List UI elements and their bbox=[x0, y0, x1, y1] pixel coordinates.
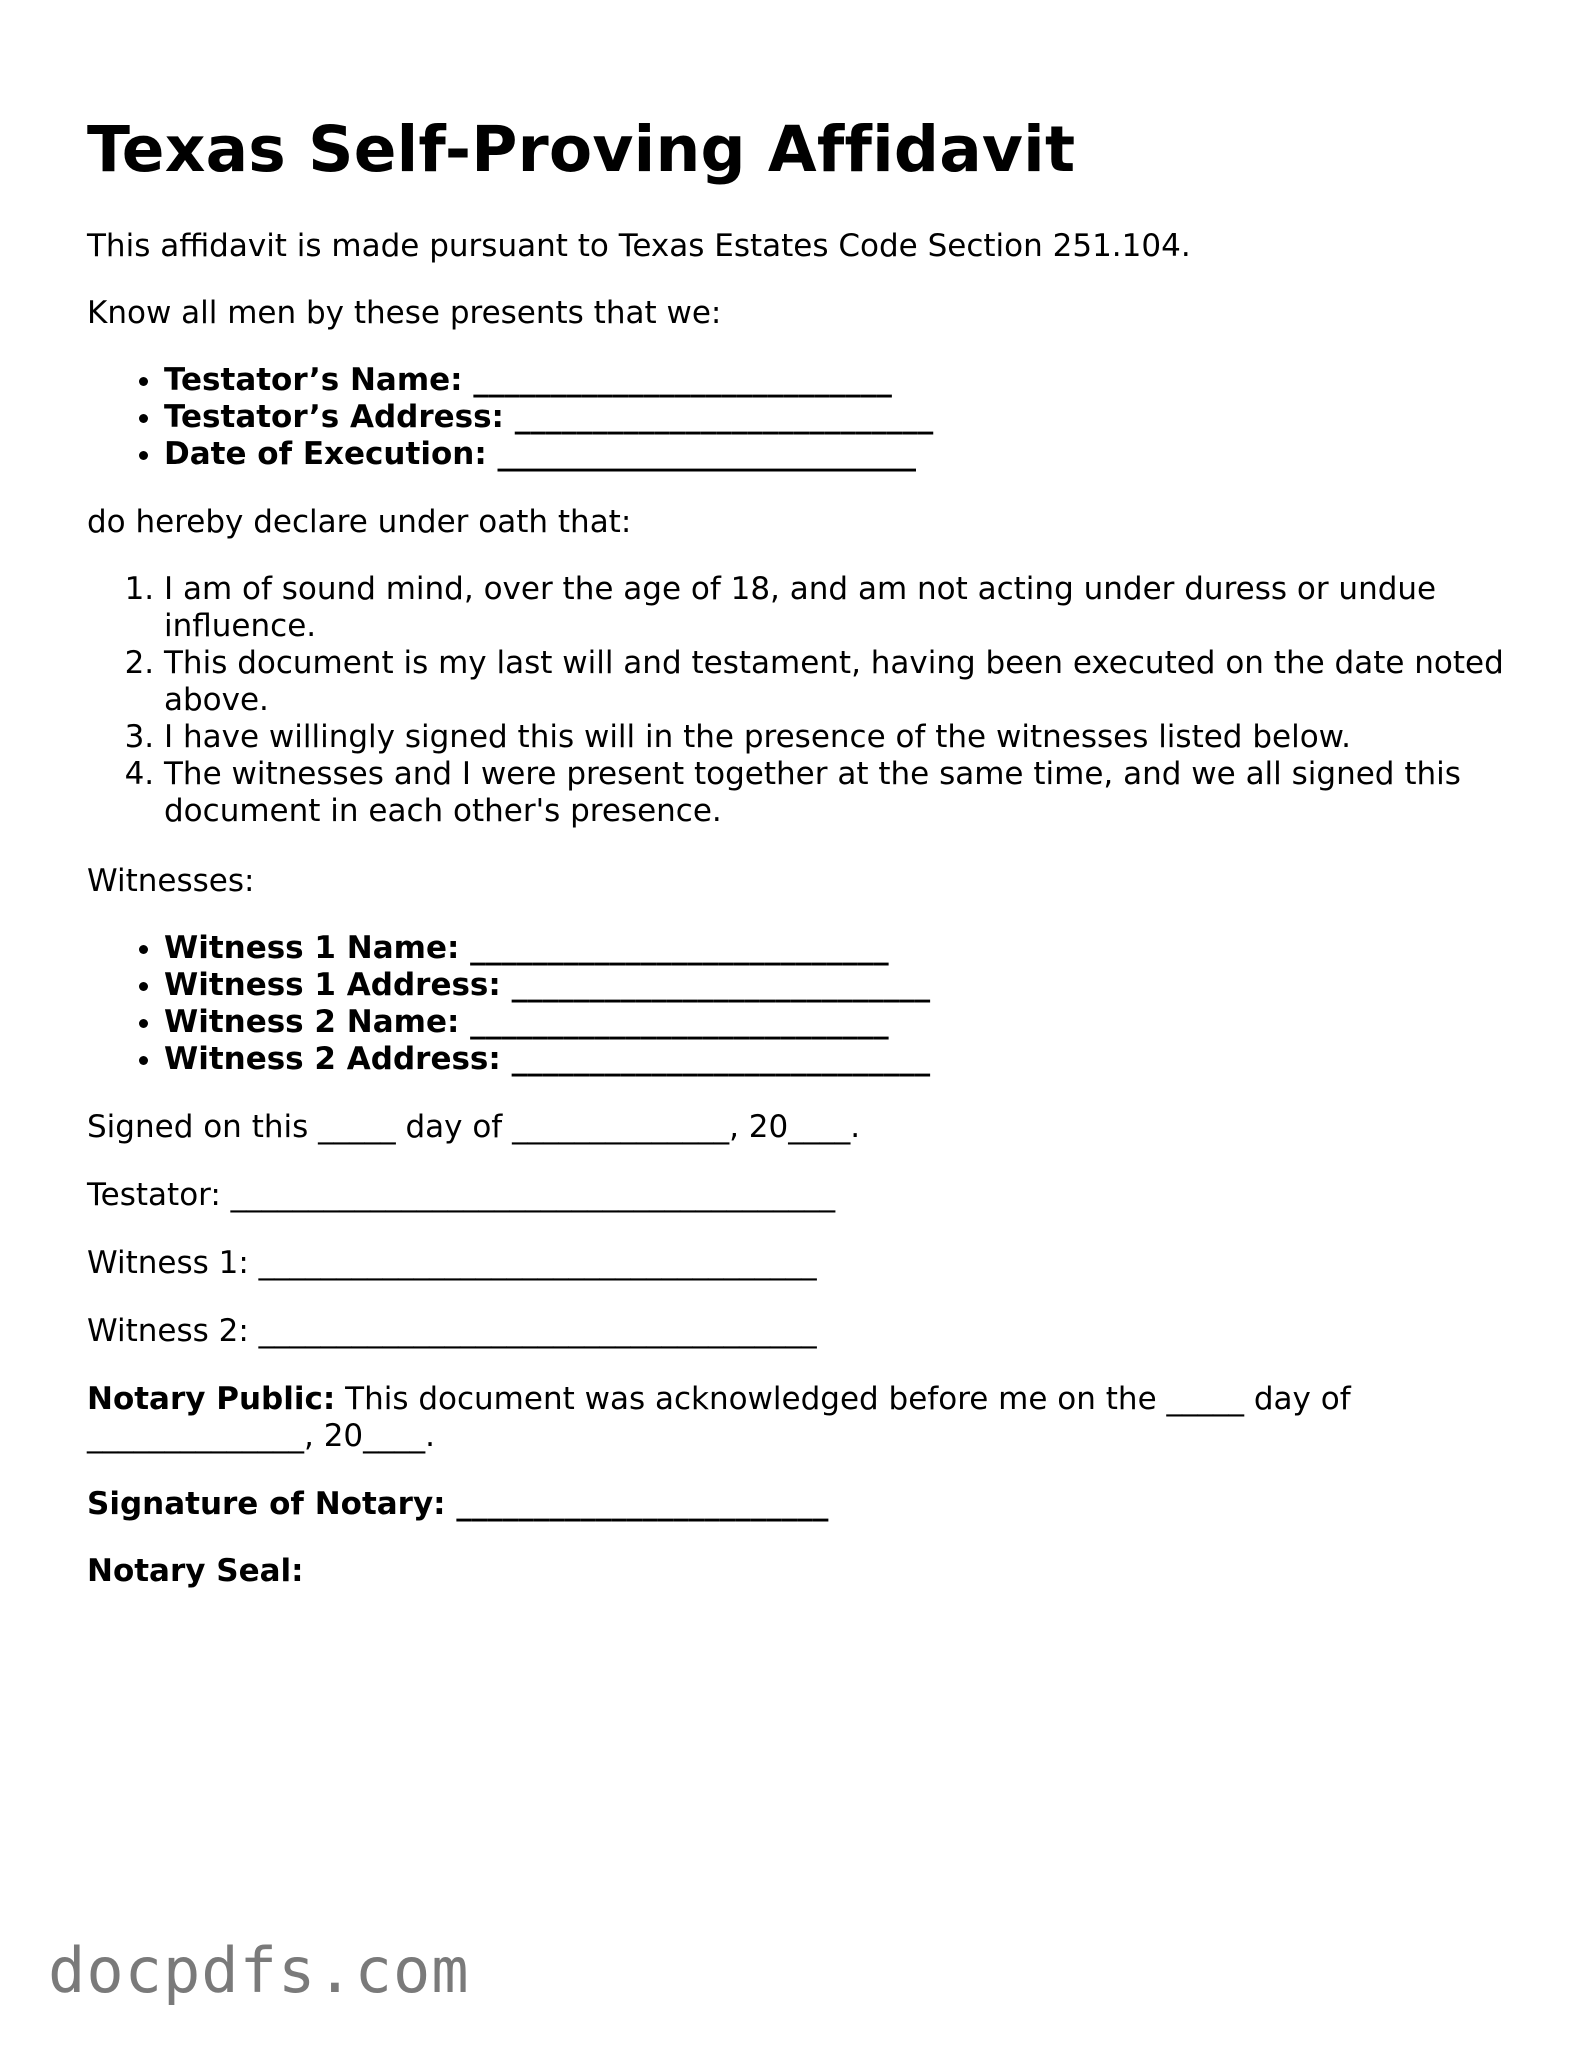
witness-2-signature-line: Witness 2: ____________________________________ bbox=[87, 1313, 817, 1349]
declaration-item: 4. The witnesses and I were present together at the same time, and we all signed this document in each other's presence. bbox=[164, 756, 1507, 830]
date-of-execution-field: • Date of Execution: ___________________________ bbox=[164, 436, 1507, 473]
witness-1-signature-line: Witness 1: ____________________________________ bbox=[87, 1245, 817, 1281]
intro-paragraph: This affidavit is made pursuant to Texas Estates Code Section 251.104. bbox=[87, 228, 1191, 264]
testator-signature-line: Testator: _______________________________________ bbox=[87, 1177, 836, 1213]
declaration-item: 2. This document is my last will and testament, having been executed on the date noted above. bbox=[164, 645, 1507, 719]
notary-label: Notary Public: bbox=[87, 1381, 336, 1417]
witness-fields-list bbox=[87, 930, 1507, 1078]
notary-paragraph bbox=[87, 1381, 1387, 1455]
witness-1-address-field: • Witness 1 Address: ___________________________ bbox=[164, 967, 1507, 1004]
declaration-item: 1. I am of sound mind, over the age of 18, and am not acting under duress or undue influence. bbox=[164, 571, 1507, 645]
witnesses-label: Witnesses: bbox=[87, 863, 255, 899]
notary-signature-line bbox=[87, 1486, 828, 1523]
witness-1-name-field: • Witness 1 Name: ___________________________ bbox=[164, 930, 1507, 967]
witness-2-name-field: • Witness 2 Name: ___________________________ bbox=[164, 1004, 1507, 1041]
notary-seal-label: Notary Seal: bbox=[87, 1553, 304, 1589]
document-title: Texas Self-Proving Affidavit bbox=[87, 113, 1076, 186]
notary-text: This document was acknowledged before me on the _____ day of ______________, 20____. bbox=[87, 1381, 1351, 1454]
declaration-item: 3. I have willingly signed this will in the presence of the witnesses listed below. bbox=[164, 719, 1507, 756]
testator-name-field: • Testator’s Name: ___________________________ bbox=[164, 362, 1507, 399]
declare-paragraph: do hereby declare under oath that: bbox=[87, 504, 632, 540]
testator-fields-list bbox=[87, 362, 1507, 473]
notary-signature-label: Signature of Notary: ________________________ bbox=[87, 1486, 829, 1522]
notary-seal-line bbox=[87, 1553, 304, 1590]
know-all-paragraph: Know all men by these presents that we: bbox=[87, 295, 722, 331]
testator-address-field: • Testator’s Address: ___________________________ bbox=[164, 399, 1507, 436]
witness-2-address-field: • Witness 2 Address: ___________________________ bbox=[164, 1041, 1507, 1078]
declarations-list bbox=[87, 571, 1507, 830]
footer-watermark: docpdfs.com bbox=[48, 1934, 470, 2007]
signed-on-line: Signed on this _____ day of ______________, 20____. bbox=[87, 1109, 861, 1145]
